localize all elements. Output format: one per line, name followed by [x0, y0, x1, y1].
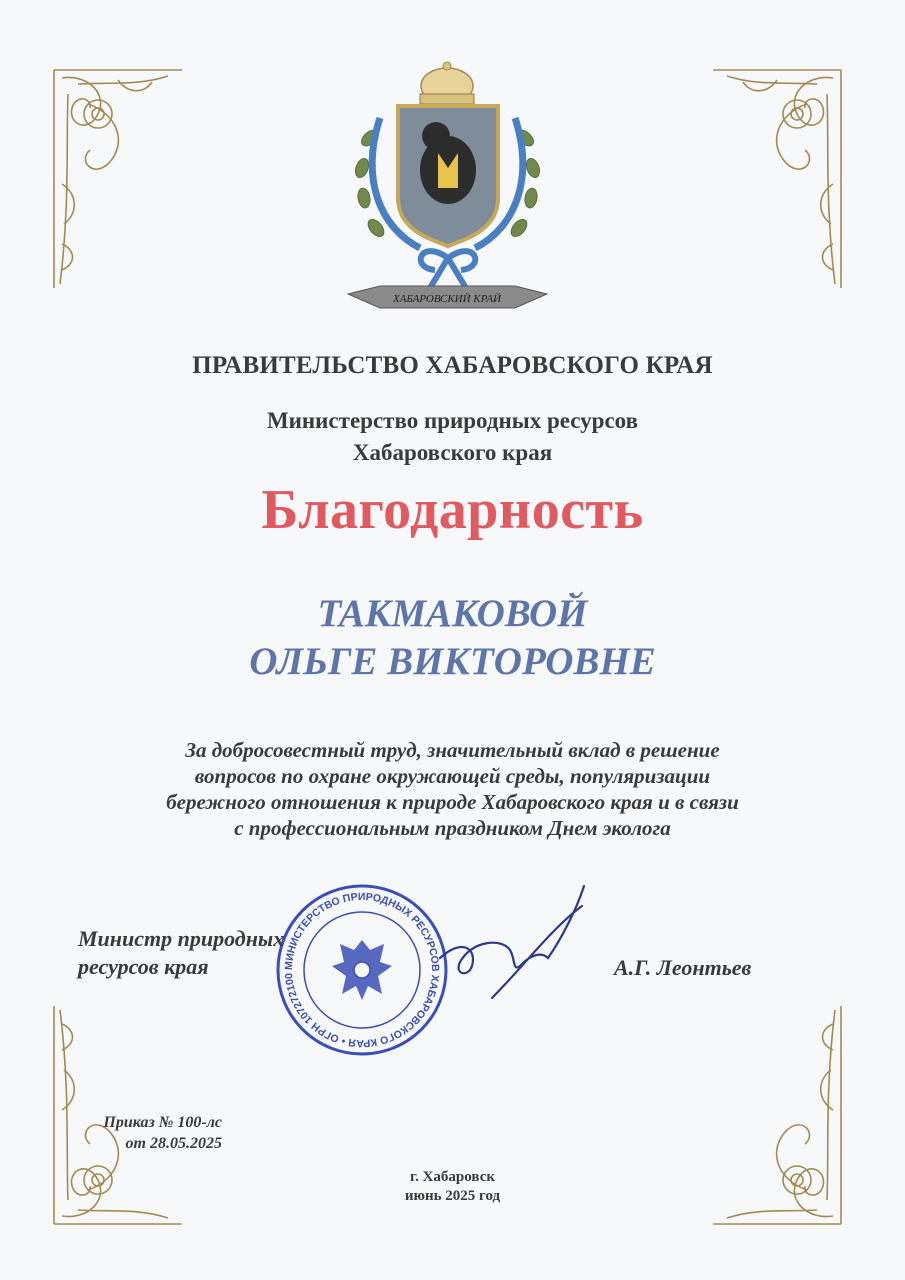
award-reason	[0, 737, 905, 841]
reason-line-2: вопросов по охране окружающей среды, популяризации	[194, 764, 711, 788]
double-headed-eagle-icon	[332, 940, 392, 1000]
crown-icon	[420, 62, 474, 104]
order-number: Приказ № 100-лс	[103, 1114, 222, 1131]
signatory-name: А.Г. Леонтьев	[614, 955, 752, 980]
signatory-role	[78, 925, 284, 981]
award-title: Благодарность	[261, 479, 644, 541]
reason-line-4: с профессиональным праздником Днем эколога	[234, 816, 671, 840]
official-stamp	[274, 882, 450, 1058]
place-and-date	[0, 1168, 905, 1206]
ornament-top-right	[707, 64, 847, 294]
ministry-line-1: Министерство природных ресурсов	[266, 408, 639, 433]
emblem-ribbon-text: ХАБАРОВСКИЙ КРАЙ	[392, 293, 502, 305]
khabarovsk-coat-of-arms	[340, 58, 555, 318]
signatory-role-line-2: ресурсов края	[78, 954, 209, 979]
city-name: г. Хабаровск	[409, 1169, 495, 1185]
signatory-role-line-1: Министр природных	[78, 926, 285, 951]
handwritten-signature	[432, 878, 592, 1008]
stamp-ring-text: МИНИСТЕРСТВО ПРИРОДНЫХ РЕСУРСОВ ХАБАРОВСКОГО КРАЯ • ОГРН 107272100	[282, 890, 442, 1050]
order-reference	[80, 1112, 222, 1154]
recipient-surname: ТАКМАКОВОЙ	[317, 592, 588, 635]
reason-line-3: бережного отношения к природе Хабаровского края и в связи	[166, 790, 739, 814]
ministry-name	[0, 405, 905, 469]
ornament-top-left	[48, 64, 188, 294]
order-date: от 28.05.2025	[125, 1135, 222, 1152]
government-title: ПРАВИТЕЛЬСТВО ХАБАРОВСКОГО КРАЯ	[192, 352, 713, 379]
issue-date: июнь 2025 год	[404, 1188, 501, 1204]
ministry-line-2: Хабаровского края	[352, 440, 553, 465]
recipient-name	[0, 590, 905, 686]
recipient-given-names: ОЛЬГЕ ВИКТОРОВНЕ	[249, 640, 656, 683]
reason-line-1: За добросовестный труд, значительный вклад в решение	[185, 738, 720, 762]
